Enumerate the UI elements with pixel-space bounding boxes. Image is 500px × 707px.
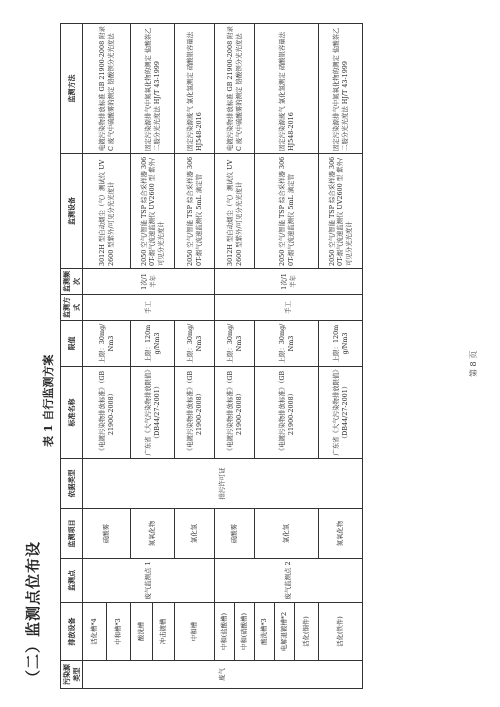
device-cell: 2050 空气/智能 TSP 综合采样器 3060T-烟气流速监测仪 5mL 滴定管	[255, 154, 319, 269]
analysis-cell: 固定污染源废气 氯化氢测定 硝酸银容量法 HJ548-2016	[175, 24, 215, 154]
limit-cell: 上限：120mg/Nm3	[319, 321, 363, 367]
limit-cell: 上限：120mg/Nm3	[131, 321, 175, 367]
frequency-cell: 1次/1半年	[83, 269, 215, 295]
table-row	[83, 24, 107, 689]
equipment-cell: 中和(硝酸槽)	[235, 603, 255, 661]
limit-cell: 上限：30mg/Nm3	[175, 321, 215, 367]
equipment-cell: 活化槽*4	[83, 603, 107, 661]
col-standard: 标准名称	[61, 367, 83, 459]
item-cell: 氯化氢	[175, 509, 215, 559]
analysis-cell: 电镀污染物排放标准 GB 21900-2008 附录 C 废气中硫酸雾的测定 铬酸钡分光光度法	[215, 24, 255, 154]
standard-cell: 广东省《大气污染物排放限值》（DB44/27-2001）	[131, 367, 175, 459]
device-cell: 3012H 型自动烟尘（气）测试仪 UV2600 型紫外/可见分光光度计	[83, 154, 131, 269]
monitoring-plan-table	[60, 23, 363, 689]
col-analysis: 监测方法	[61, 24, 83, 154]
point-cell: 废气监测点 2	[215, 559, 363, 603]
equipment-cell: 中和(盐酸槽)	[215, 603, 235, 661]
standard-cell: 广东省《大气污染物排放限值》（DB44/27-2001）	[319, 367, 363, 459]
limit-cell: 上限：30mg/Nm3	[255, 321, 319, 367]
equipment-cell: 酸洗槽*3	[255, 603, 275, 661]
col-item: 监测项目	[61, 509, 83, 559]
page-number: 第 8 页	[469, 350, 478, 377]
equipment-cell: 酸洗槽	[131, 603, 153, 661]
item-cell: 氮氧化物	[319, 509, 363, 559]
source-type-cell: 废气	[83, 661, 363, 689]
col-limit: 限值	[61, 321, 83, 367]
col-point: 监测点	[61, 559, 83, 603]
analysis-cell: 固定污染源排气中氮氧化物的测定 盐酸萘乙二胺分光光度法 HJ/T 43-1999	[319, 24, 363, 154]
basis-cell: 排污许可证	[83, 459, 363, 509]
equipment-cell: 中和槽	[175, 603, 215, 661]
col-equipment: 排放设备	[61, 603, 83, 661]
item-cell: 硫酸雾	[215, 509, 255, 559]
standard-cell: 《电镀污染物排放标准》（GB 21900-2008）	[175, 367, 215, 459]
device-cell: 2050 空气/智能 TSP 综合采样器 3060T-烟气流速监测仪 UV2600 型 紫外/可见分光光度计	[319, 154, 363, 269]
device-cell: 2050 空气/智能 TSP 综合采样器 3060T-烟气流速监测仪 5mL 滴定管	[175, 154, 215, 269]
col-source-type: 污染源类型	[61, 661, 83, 689]
analysis-cell: 电镀污染物排放标准 GB 21900-2008 附录 C 废气中硫酸雾的测定 铬酸钡分光光度法	[83, 24, 131, 154]
standard-cell: 《电镀污染物排放标准》（GB 21900-2008）	[83, 367, 131, 459]
limit-cell: 上限：30mg/Nm3	[83, 321, 131, 367]
frequency-cell: 1次/1半年	[215, 269, 363, 295]
col-method: 监测方式	[61, 295, 83, 321]
table-row	[215, 24, 235, 689]
point-cell: 废气监测点 1	[83, 559, 215, 603]
table-caption: 表 1 自行监测方案	[42, 354, 55, 447]
standard-cell: 《电镀污染物排放标准》（GB 21900-2008）	[255, 367, 319, 459]
item-cell: 氮氧化物	[131, 509, 175, 559]
equipment-cell: 冲击镀槽	[153, 603, 175, 661]
item-cell: 硫酸雾	[83, 509, 131, 559]
header-row	[61, 24, 83, 689]
col-basis: 依据类型	[61, 459, 83, 509]
item-cell: 氯化氢	[255, 509, 319, 559]
equipment-cell: 活化(铁件)	[319, 603, 363, 661]
limit-cell: 上限：30mg/Nm3	[215, 321, 255, 367]
method-cell: 手工	[83, 295, 215, 321]
section-heading: （二）监测点位布设	[24, 540, 42, 685]
device-cell: 2050 空气/智能 TSP 综合采样器 3060T-烟气流速监测仪 UV2600 型 紫外/可见分光光度计	[131, 154, 175, 269]
device-cell: 3012H 型自动烟尘（气）测试仪 UV2600 型紫外/可见分光光度计	[215, 154, 255, 269]
analysis-cell: 固定污染源废气 氯化氢测定 硝酸银容量法 HJ548-2016	[255, 24, 319, 154]
standard-cell: 《电镀污染物排放标准》（GB 21900-2008）	[215, 367, 255, 459]
col-frequency: 监测频次	[61, 269, 83, 295]
equipment-cell: 活化(铜件)	[295, 603, 319, 661]
equipment-cell: 电解退镀槽*2	[275, 603, 295, 661]
col-device: 监测设备	[61, 154, 83, 269]
method-cell: 手工	[215, 295, 363, 321]
analysis-cell: 固定污染源排气中氮氧化物的测定 盐酸萘乙二胺分光光度法 HJ/T 43-1999	[131, 24, 175, 154]
equipment-cell: 中和槽*3	[107, 603, 131, 661]
